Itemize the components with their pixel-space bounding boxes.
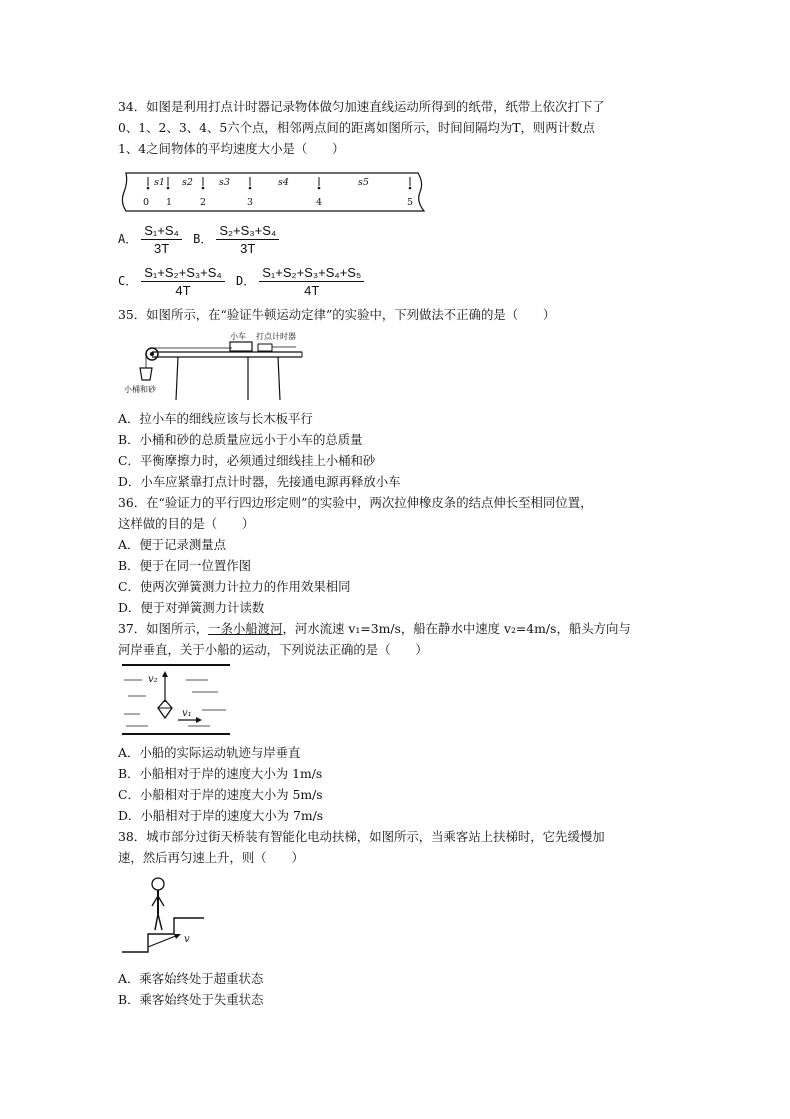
option-c-denominator: 4T (175, 283, 191, 298)
escalator-figure (118, 872, 210, 962)
cart-label: 小车 (230, 332, 246, 341)
newton-law-apparatus-figure (118, 330, 318, 402)
velocity-v2-label: v₂ (148, 674, 158, 685)
q36-option-d[interactable]: D．便于对弹簧测力计读数 (118, 600, 265, 615)
q34-options-row1 (118, 222, 283, 257)
escalator-velocity-label: v (184, 934, 190, 945)
q34-option-a[interactable] (118, 223, 193, 256)
tape-point-1: 1 (165, 197, 173, 208)
q38-stem-line1: 38．城市部分过街天桥装有智能化电动扶梯，如图所示，当乘客站上扶梯时，它先缓慢加 (118, 829, 605, 844)
q34-option-d[interactable] (235, 265, 368, 298)
tape-seg-s4: s4 (278, 177, 289, 188)
option-c-numerator: S₁+S₂+S₃+S₄ (141, 264, 225, 282)
q34-stem-line2: 0、1、2、3、4、5六个点，相邻两点间的距离如图所示，时间间隔均为T，则两计数点 (118, 120, 595, 135)
tape-seg-s5: s5 (358, 177, 369, 188)
option-b-fraction (216, 222, 279, 257)
q36-option-b[interactable]: B．便于在同一位置作图 (118, 558, 252, 573)
option-b-label: B． (193, 232, 213, 246)
q35-option-a[interactable]: A．拉小车的细线应该与长木板平行 (118, 411, 313, 426)
q34-option-b[interactable] (193, 223, 283, 256)
tape-point-3: 3 (246, 197, 254, 208)
q38-option-b[interactable]: B．乘客始终处于失重状态 (118, 992, 264, 1007)
option-a-label: A． (118, 232, 138, 246)
q34-option-c[interactable] (118, 265, 236, 298)
q34-options-row2 (118, 264, 368, 299)
q34-stem-line3: 1、4之间物体的平均速度大小是（ ） (118, 141, 345, 156)
q37-stem-suffix: ，河水流速 v₁=3m/s，船在静水中速度 v₂=4m/s，船头方向与 (282, 621, 631, 636)
option-d-label: D． (235, 274, 256, 288)
tape-point-5: 5 (406, 197, 414, 208)
q35-option-c[interactable]: C．平衡摩擦力时，必须通过细线挂上小桶和砂 (118, 453, 376, 468)
q37-option-d[interactable]: D．小船相对于岸的速度大小为 7m/s (118, 808, 324, 823)
q37-stem-line1 (118, 620, 631, 638)
q36-option-c[interactable]: C．使两次弹簧测力计拉力的作用效果相同 (118, 579, 351, 594)
option-a-denominator: 3T (153, 241, 170, 256)
paper-tape-figure (118, 168, 434, 216)
bucket-label: 小桶和砂 (124, 385, 156, 394)
tape-point-4: 4 (315, 197, 323, 208)
tape-seg-s3: s3 (219, 177, 230, 188)
option-d-fraction (259, 264, 364, 299)
option-a-fraction (141, 222, 182, 257)
option-d-denominator: 4T (304, 283, 320, 298)
river-crossing-figure (118, 662, 234, 738)
option-b-denominator: 3T (240, 241, 256, 256)
q38-stem-line2: 速，然后再匀速上升，则（ ） (118, 850, 304, 865)
q37-option-c[interactable]: C．小船相对于岸的速度大小为 5m/s (118, 787, 323, 802)
q36-stem-line1: 36．在“验证力的平行四边形定则”的实验中，两次拉伸橡皮条的结点伸长至相同位置， (118, 495, 593, 510)
option-b-numerator: S₂+S₃+S₄ (216, 222, 279, 240)
q36-stem-line2: 这样做的目的是（ ） (118, 516, 255, 531)
q37-stem-line2: 河岸垂直，关于小船的运动，下列说法正确的是（ ） (118, 642, 428, 657)
tape-point-0: 0 (142, 197, 150, 208)
q37-option-a[interactable]: A．小船的实际运动轨迹与岸垂直 (118, 745, 301, 760)
q37-option-b[interactable]: B．小船相对于岸的速度大小为 1m/s (118, 766, 323, 781)
option-c-label: C． (118, 274, 138, 288)
q38-option-a[interactable]: A．乘客始终处于超重状态 (118, 971, 264, 986)
q35-option-d[interactable]: D．小车应紧靠打点计时器，先接通电源再释放小车 (118, 474, 401, 489)
velocity-v1-label: v₁ (182, 708, 192, 719)
tape-seg-s1: s1 (154, 177, 165, 188)
option-a-numerator: S₁+S₄ (141, 222, 182, 240)
q34-stem-line1: 34．如图是利用打点计时器记录物体做匀加速直线运动所得到的纸带，纸带上依次打下了 (118, 99, 605, 114)
option-c-fraction (141, 264, 225, 299)
option-d-numerator: S₁+S₂+S₃+S₄+S₅ (259, 264, 364, 282)
timer-label: 打点计时器 (256, 332, 296, 341)
tape-point-2: 2 (199, 197, 207, 208)
tape-seg-s2: s2 (182, 177, 193, 188)
q37-stem-prefix: 37．如图所示， (118, 621, 209, 636)
q37-stem-underlined: 一条小船渡河 (208, 621, 283, 636)
q36-option-a[interactable]: A．便于记录测量点 (118, 537, 227, 552)
q35-option-b[interactable]: B．小桶和砂的总质量应远小于小车的总质量 (118, 432, 363, 447)
q35-stem-line1: 35．如图所示，在“验证牛顿运动定律”的实验中，下列做法不正确的是（ ） (118, 307, 556, 322)
